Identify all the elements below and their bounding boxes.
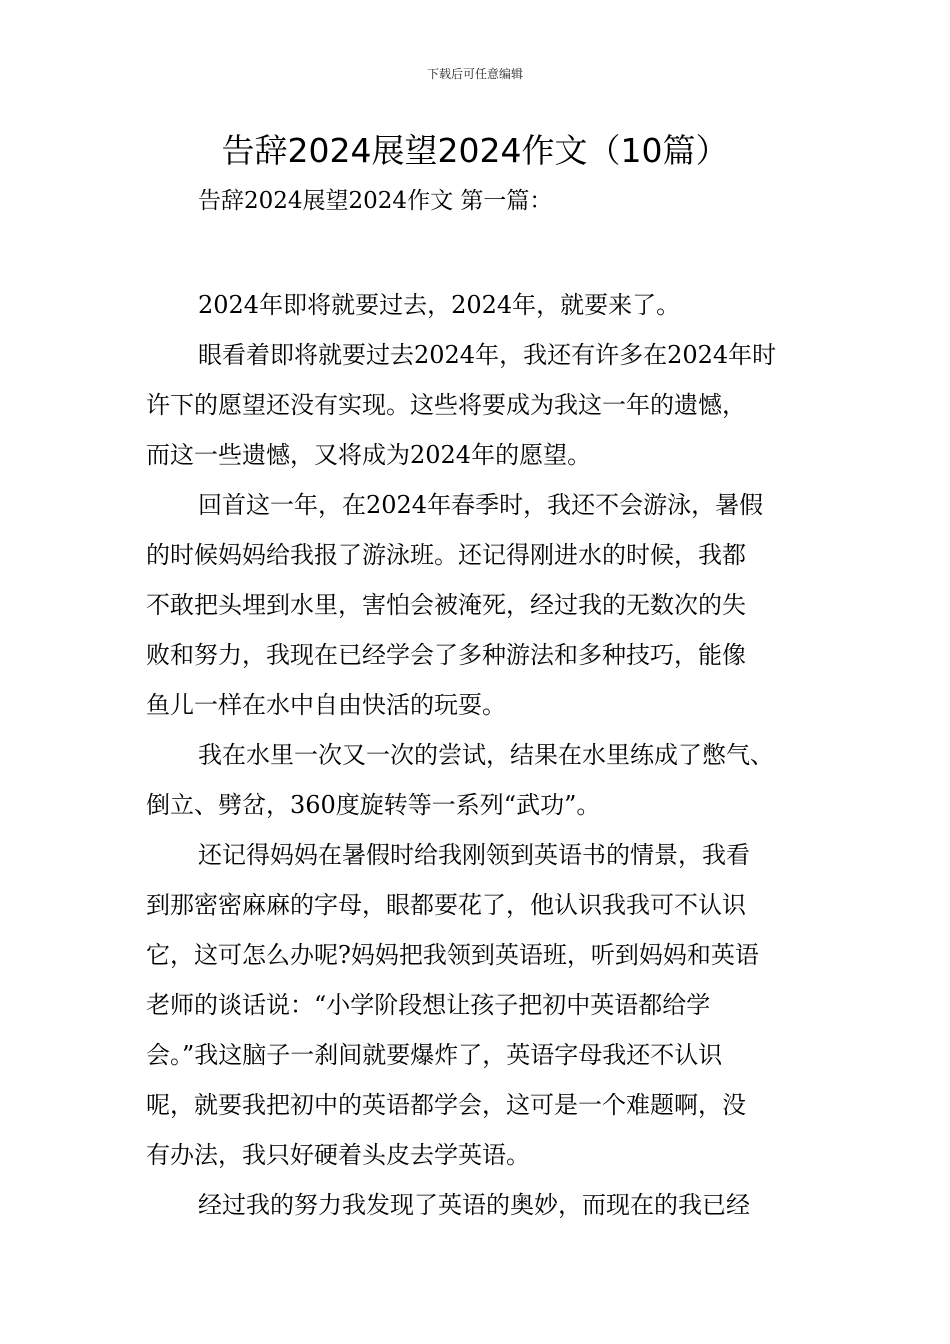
paragraph-line: 到那密密麻麻的字母，眼都要花了，他认识我我可不认识: [146, 891, 746, 919]
paragraph-line: 我在水里一次又一次的尝试，结果在水里练成了憋气、: [198, 741, 774, 769]
paragraph-line: 眼看着即将就要过去2024年，我还有许多在2024年时: [198, 341, 777, 369]
paragraph: [146, 480, 810, 730]
paragraph-line: 回首这一年，在2024年春季时，我还不会游泳，暑假: [198, 491, 764, 519]
body-text: [146, 280, 810, 1230]
paragraph-line: 有办法，我只好硬着头皮去学英语。: [146, 1141, 530, 1169]
paragraph-line: 2024年即将就要过去，2024年，就要来了。: [198, 291, 681, 319]
paragraph-line: 鱼儿一样在水中自由快活的玩耍。: [146, 691, 506, 719]
paragraph-line: 而这一些遗憾，又将成为2024年的愿望。: [146, 441, 592, 469]
paragraph-line: 还记得妈妈在暑假时给我刚领到英语书的情景，我看: [198, 841, 750, 869]
paragraph-line: 它，这可怎么办呢?妈妈把我领到英语班，听到妈妈和英语: [146, 941, 759, 969]
paragraph: [146, 330, 810, 480]
paragraph-line: 败和努力，我现在已经学会了多种游法和多种技巧，能像: [146, 641, 746, 669]
header-note: 下载后可任意编辑: [426, 67, 523, 81]
paragraph-line: 不敢把头埋到水里，害怕会被淹死，经过我的无数次的失: [146, 591, 746, 619]
paragraph-line: 会。”我这脑子一刹间就要爆炸了，英语字母我还不认识: [146, 1041, 723, 1069]
paragraph-line: 老师的谈话说：“小学阶段想让孩子把初中英语都给学: [146, 991, 711, 1019]
paragraph-line: 的时候妈妈给我报了游泳班。还记得刚进水的时候，我都: [146, 541, 746, 569]
paragraph: [146, 730, 810, 830]
paragraph-line: 呢，就要我把初中的英语都学会，这可是一个难题啊，没: [146, 1091, 746, 1119]
paragraph-line: 经过我的努力我发现了英语的奥妙，而现在的我已经: [198, 1191, 750, 1219]
paragraph: [146, 280, 810, 330]
section-subheading: 告辞2024展望2024作文 第一篇：: [198, 188, 553, 214]
document-title: 告辞2024展望2024作文（10篇）: [221, 131, 729, 170]
paragraph-line: 许下的愿望还没有实现。这些将要成为我这一年的遗憾，: [146, 391, 746, 419]
paragraph: [146, 830, 810, 1180]
paragraph: [146, 1180, 810, 1230]
paragraph-line: 倒立、劈岔，360度旋转等一系列“武功”。: [146, 791, 601, 819]
